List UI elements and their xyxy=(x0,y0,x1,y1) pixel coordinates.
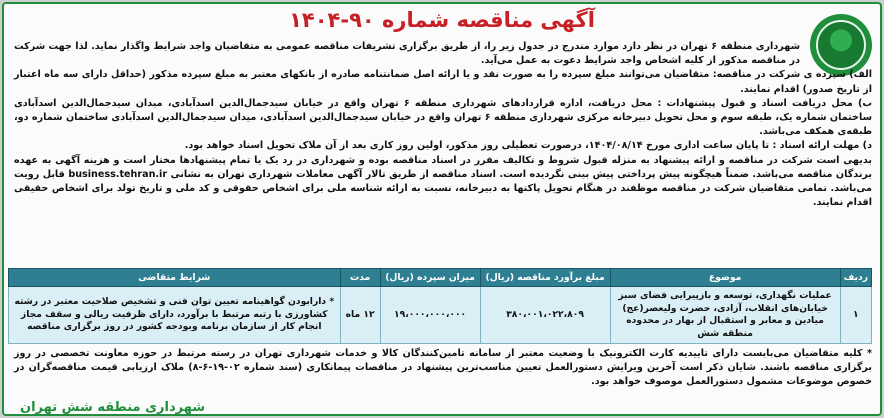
tender-table xyxy=(8,268,872,344)
cell-deposit: ۱۹،۰۰۰،۰۰۰،۰۰۰ xyxy=(380,287,480,344)
footnote: * کلیه متقاضیان می‌بایست دارای تاییدیه کارت الکترونیک با وضعیت معتبر از سامانه تامین‌کنندگان کالا و خدمات شهرداری تهران در رسته مرتبط در حوزه معاونت تخصصی در روز برگزاری مناقصه باشند. شایان ذکر است آخرین ویرایش دستورالعمل تعیین مناسب‌ترین پیشنهاد در مناقصات پیمانکاری (سند شماره ۰۲-۱۹-۶-۸) ملاک ارزیابی قیمت مناقصه‌گران در خصوص موضوعات مشمول دستورالعمل موصوف خواهد بود. xyxy=(14,348,872,387)
title-text: آگهی مناقصه xyxy=(456,8,595,32)
col-header-deposit: میزان سپرده (ریال) xyxy=(380,269,480,287)
intro-paragraph: شهرداری منطقه ۶ تهران در نظر دارد موارد مندرج در جدول زیر را، از طریق برگزاری تشریفات مناقصه عمومی به متقاضیان واجد شرایط واگذار نماید. لذا جهت شرکت در مناقصه مذکور از کلیه اشخاص واجد شرایط دعوت به عمل می‌آید. xyxy=(14,41,801,67)
col-header-conditions: شرایط متقاضی xyxy=(9,269,341,287)
col-header-index: ردیف xyxy=(840,269,871,287)
table-row xyxy=(9,287,872,344)
signature: شهرداری منطقه شش تهران xyxy=(20,400,206,415)
documents-location-paragraph: ب) محل دریافت اسناد و قبول پیشنهادات : محل دریافت، اداره قراردادهای شهرداری منطقه ۶ تهران واقع در خیابان سیدجمال‌الدین اسدآبادی، میدان سیدجمال‌الدین اسدآبادی ساختمان شماره یک، طبقه سوم و محل تحویل دبیرخانه مرکزی شهرداری منطقه ۶ تهران واقع در خیابان سیدجمال‌الدین اسدآبادی، میدان سیدجمال‌الدین اسدآبادی ساختمان شماره دو، طبقه‌ی همکف می‌باشد. xyxy=(14,97,872,138)
notice-title xyxy=(4,8,880,32)
col-header-duration: مدت xyxy=(340,269,380,287)
table-header-row xyxy=(9,269,872,287)
cell-estimate: ۳۸۰،۰۰۱،۰۲۲،۸۰۹ xyxy=(480,287,610,344)
deposit-paragraph: الف) سپرده ی شرکت در مناقصه: متقاضیان می‌توانند مبلغ سپرده را به صورت نقد و یا ارائه اصل ضمانتنامه صادره از بانکهای معتبر به مبلغ سپرده مذکور (حداقل دارای سه ماه اعتبار از تاریخ صدور) اقدام نمایند. xyxy=(14,69,872,95)
notice-body xyxy=(14,40,872,210)
tender-number: شماره ۹۰-۱۴۰۴ xyxy=(289,8,450,32)
deadline-paragraph: د) مهلت ارائه اسناد : تا پایان ساعت اداری مورخ ۱۴۰۴/۰۸/۱۴، درصورت تعطیلی روز مذکور، اولین روز کاری بعد از آن ملاک تحویل اسناد خواهد بود. xyxy=(184,140,872,152)
col-header-estimate: مبلغ برآورد مناقصه (ریال) xyxy=(480,269,610,287)
general-terms-paragraph: بدیهی است شرکت در مناقصه و ارائه پیشنهاد به منزله قبول شروط و تکالیف مقرر در اسناد مناقصه بوده و شهرداری در رد یک یا تمام پیشنهادها مختار است و هزینه آگهی به عهده برندگان مناقصه می‌باشد. ضمناً هیچگونه پیش پرداختی پیش بینی نگردیده است. اسناد مناقصه از طریق تالار آگهی معاملات شهرداری تهران به نشانی business.tehran.ir قابل رویت می‌باشد. تمامی متقاضیان شرکت در مناقصه موظفند در هنگام تحویل پاکتها به دبیرخانه، نسبت به ارائه شناسه ملی برای اشخاص حقوقی و کد ملی و تاریخ تولد برای اشخاص حقیقی اقدام نمایند. xyxy=(14,154,872,209)
cell-duration: ۱۲ ماه xyxy=(340,287,380,344)
tender-notice xyxy=(2,2,882,416)
cell-index: ۱ xyxy=(840,287,871,344)
cell-subject: عملیات نگهداری، توسعه و بازپیرایی فضای سبز خیابان‌های انقلاب، آزادی، حضرت ولیعصر(عج) میادین و معابر و استقبال از بهار در محدوده منطقه شش xyxy=(610,287,840,344)
col-header-subject: موضوع xyxy=(610,269,840,287)
cell-conditions: * دارابودن گواهینامه تعیین توان فنی و تشخیص صلاحیت معتبر در رشته کشاورزی با رتبه مرتبط با برآورد، دارای ظرفیت ریالی و سقف مجاز انجام کار از سازمان برنامه وبودجه کشور در روز برگزاری مناقصه xyxy=(9,287,341,344)
